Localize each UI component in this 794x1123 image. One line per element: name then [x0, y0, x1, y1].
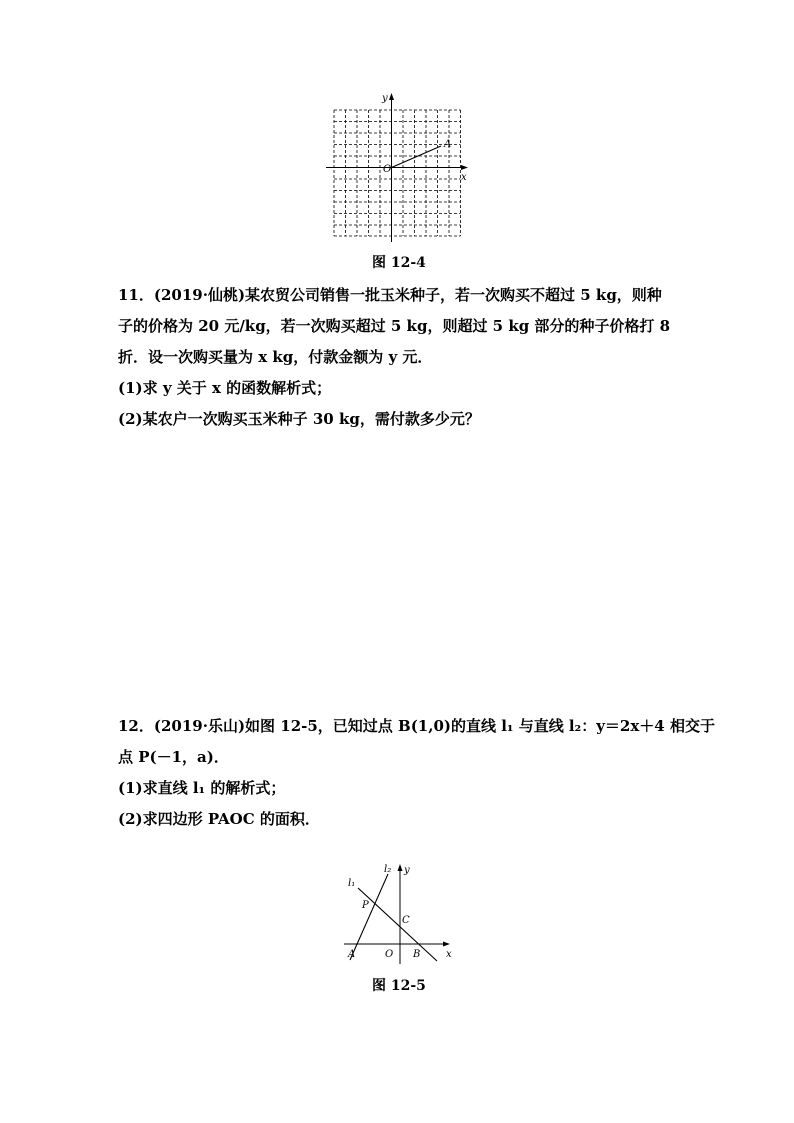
problem-12-question-1: (1)求直线 l₁ 的解析式；	[118, 779, 286, 797]
figure-12-5-caption: 图 12-5	[372, 978, 426, 994]
l2-label: l₂	[384, 864, 392, 875]
x-axis-label: x	[446, 949, 452, 960]
x-axis-label: x	[461, 172, 467, 183]
axes	[326, 96, 464, 242]
line-l2	[350, 874, 388, 960]
problem-12-line-2: 点 P(－1，a)．	[118, 748, 229, 766]
l1-label: l₁	[348, 878, 356, 889]
point-a-label: A	[444, 139, 452, 150]
problem-11-line-1: 11．(2019·仙桃)某农贸公司销售一批玉米种子，若一次购买不超过 5 kg，则种	[118, 286, 662, 304]
figure-12-4-graph	[322, 90, 472, 246]
grid-lines	[334, 110, 461, 236]
figure-12-4-caption: 图 12-4	[372, 255, 426, 271]
figure-12-5-graph	[338, 860, 458, 966]
point-p-label: P	[362, 900, 369, 911]
problem-11-question-1: (1)求 y 关于 x 的函数解析式；	[118, 379, 332, 397]
origin-label: O	[383, 164, 392, 175]
y-axis-arrow	[389, 93, 394, 100]
line-l1	[358, 888, 437, 961]
point-a-label: A	[348, 949, 356, 960]
point-b-label: B	[413, 949, 421, 960]
y-axis-label: y	[404, 865, 410, 876]
problem-11-line-2: 子的价格为 20 元/kg，若一次购买超过 5 kg，则超过 5 kg 部分的种子价格打 8	[118, 317, 671, 335]
problem-11-line-3: 折．设一次购买量为 x kg，付款金额为 y 元．	[118, 348, 433, 366]
axes	[344, 868, 446, 964]
problem-12-line-1: 12．(2019·乐山)如图 12-5，已知过点 B(1,0)的直线 l₁ 与直线 l₂：y＝2x＋4 相交于	[118, 717, 715, 735]
y-axis-label: y	[382, 93, 388, 104]
origin-label: O	[385, 949, 394, 960]
problem-12-question-2: (2)求四边形 PAOC 的面积．	[118, 810, 320, 828]
segment-oa	[392, 146, 442, 168]
point-c-label: C	[402, 915, 410, 926]
y-axis-arrow	[398, 864, 403, 871]
problem-11-question-2: (2)某农户一次购买玉米种子 30 kg，需付款多少元？	[118, 410, 480, 428]
x-axis-arrow	[461, 165, 468, 170]
x-axis-arrow	[443, 942, 450, 947]
